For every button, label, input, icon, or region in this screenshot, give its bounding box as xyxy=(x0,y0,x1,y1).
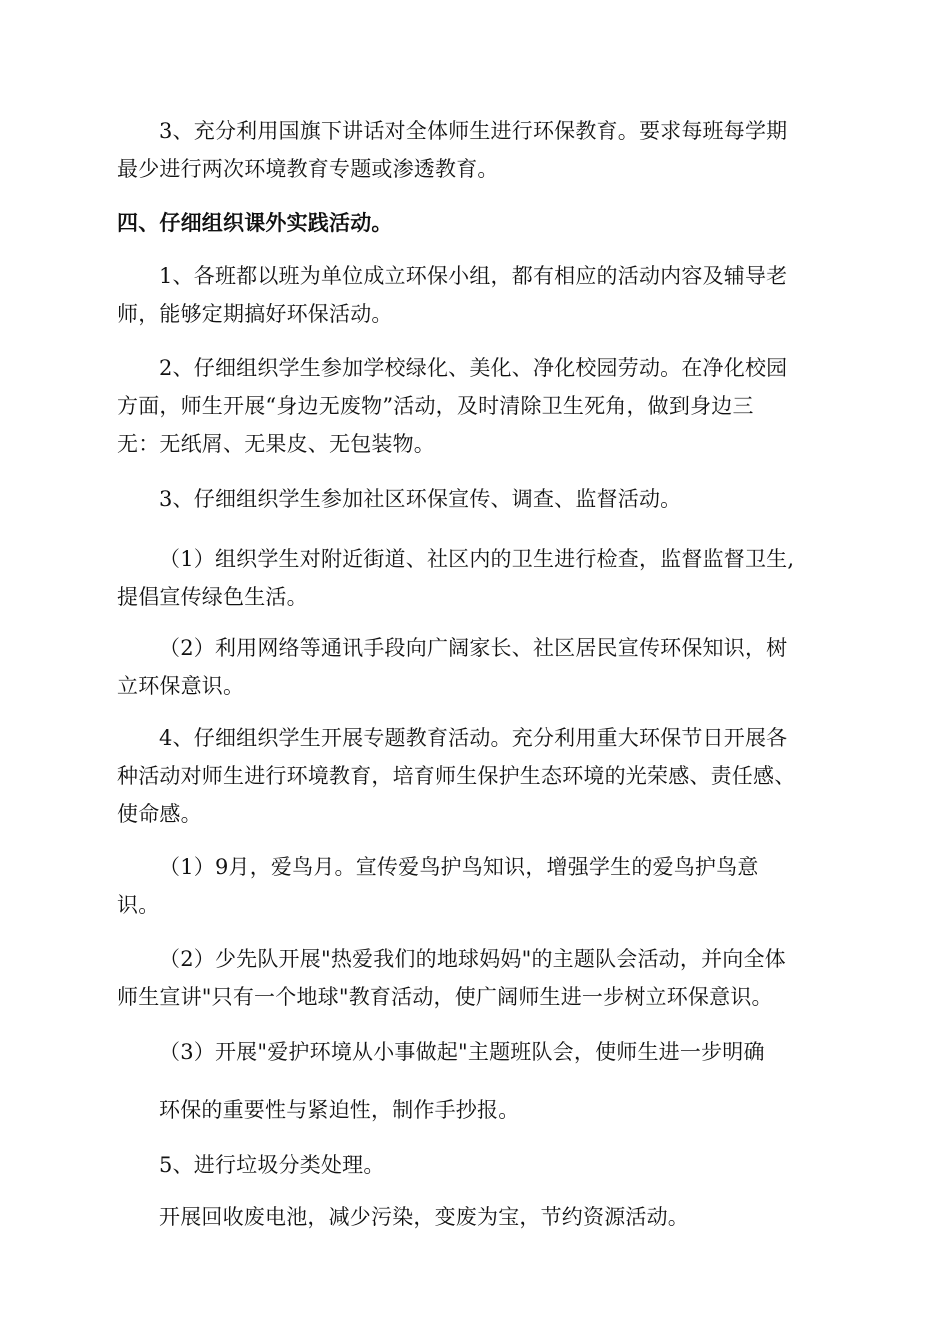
text-line: 立环保意识。 xyxy=(117,674,245,698)
text-line: 4、仔细组织学生开展专题教育活动。充分利用重大环保节日开展各 xyxy=(159,726,788,750)
text-line: 提倡宣传绿色生活。 xyxy=(117,585,308,609)
paragraph-bird-month xyxy=(117,848,825,924)
text-line: 使命感。 xyxy=(117,802,202,826)
text-line: 方面，师生开展“身边无废物”活动，及时清除卫生死角，做到身边三 xyxy=(117,394,754,418)
text-line: 3、充分利用国旗下讲话对全体师生进行环保教育。要求每班每学期 xyxy=(159,119,788,143)
text-line: 识。 xyxy=(117,893,160,917)
paragraph-class-meeting xyxy=(117,1033,825,1071)
text-line: （2）利用网络等通讯手段向广阔家长、社区居民宣传环保知识，树 xyxy=(159,636,788,660)
paragraph-battery-recycling xyxy=(117,1198,825,1236)
text-line: 师生宣讲"只有一个地球"教育活动，使广阔师生进一步树立环保意识。 xyxy=(117,985,773,1009)
text-line: 1、各班都以班为单位成立环保小组，都有相应的活动内容及辅导老 xyxy=(159,264,788,288)
text-line: 种活动对师生进行环境教育，培育师生保护生态环境的光荣感、责任感、 xyxy=(117,764,796,788)
section-heading-four xyxy=(117,204,825,242)
paragraph-campus-greening xyxy=(117,349,825,463)
text-line: 2、仔细组织学生参加学校绿化、美化、净化校园劳动。在净化校园 xyxy=(159,356,788,380)
text-line: 师，能够定期搞好环保活动。 xyxy=(117,302,393,326)
paragraph-env-groups xyxy=(117,257,825,333)
text-line: （1）9月，爱鸟月。宣传爱鸟护鸟知识，增强学生的爱鸟护鸟意 xyxy=(159,855,759,879)
text-line: 开展回收废电池，减少污染，变废为宝，节约资源活动。 xyxy=(159,1205,689,1229)
text-line: （2）少先队开展"热爱我们的地球妈妈"的主题队会活动，并向全体 xyxy=(159,947,786,971)
paragraph-young-pioneers xyxy=(117,940,825,1016)
text-line: 环保的重要性与紧迫性，制作手抄报。 xyxy=(159,1098,520,1122)
paragraph-flag-speech xyxy=(117,112,825,188)
text-line: 5、进行垃圾分类处理。 xyxy=(159,1153,385,1177)
paragraph-community-activities xyxy=(117,480,825,518)
paragraph-street-inspection xyxy=(117,540,825,616)
text-line: 最少进行两次环境教育专题或渗透教育。 xyxy=(117,157,499,181)
paragraph-garbage-sorting xyxy=(117,1146,825,1184)
text-line: （1）组织学生对附近街道、社区内的卫生进行检查，监督监督卫生, xyxy=(159,547,795,571)
paragraph-thematic-education xyxy=(117,719,825,833)
heading-text: 四、仔细组织课外实践活动。 xyxy=(117,211,393,235)
text-line: 无：无纸屑、无果皮、无包装物。 xyxy=(117,432,435,456)
paragraph-network-promotion xyxy=(117,629,825,705)
paragraph-handwritten-paper xyxy=(117,1091,825,1129)
text-line: （3）开展"爱护环境从小事做起"主题班队会，使师生进一步明确 xyxy=(159,1040,765,1064)
text-line: 3、仔细组织学生参加社区环保宣传、调查、监督活动。 xyxy=(159,487,682,511)
